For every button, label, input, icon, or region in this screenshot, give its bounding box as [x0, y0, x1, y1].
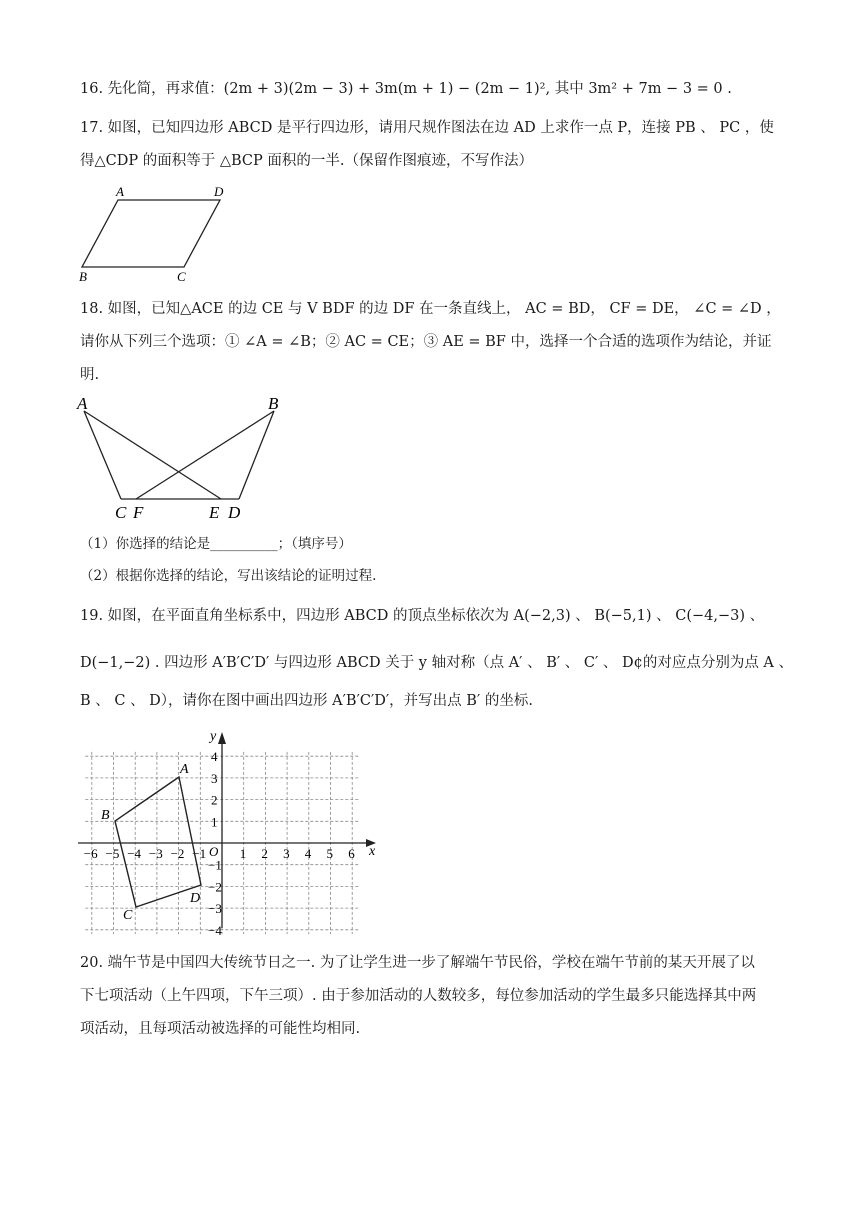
point-label-c: C [123, 908, 133, 923]
x-tick-label: −4 [127, 846, 142, 861]
parallelogram-abcd [82, 200, 220, 267]
y-tick-label: −3 [208, 901, 222, 917]
label-b: B [79, 269, 87, 284]
x-tick-label: −3 [148, 846, 163, 861]
y-axis-arrow [218, 732, 226, 744]
label-d: D [214, 184, 224, 199]
q18-sub2: （2）根据你选择的结论，写出该结论的证明过程. [80, 568, 377, 584]
y-tick-label: 2 [211, 792, 218, 808]
label-c: C [115, 503, 127, 522]
label-d: D [228, 503, 241, 522]
q18-text-line2: 请你从下列三个选项：① ∠A = ∠B；② AC = CE；③ AE = BF 中，选择一个合适的选项作为结论，并证 [80, 334, 772, 350]
y-tick-label: 4 [211, 749, 218, 765]
label-c: C [177, 269, 186, 284]
x-tick-label: −1 [192, 846, 207, 861]
q18-text-line3: 明. [80, 367, 100, 383]
x-tick-label: 6 [348, 846, 355, 861]
point-label-d: D [190, 891, 201, 906]
x-tick-label: −5 [105, 846, 120, 861]
point-label-a: A [180, 762, 189, 777]
q17-parallelogram-figure [74, 180, 234, 284]
x-axis-label: x [369, 844, 376, 859]
label-b: B [268, 394, 279, 413]
q20-text-line2: 下七项活动（上午四项，下午三项）. 由于参加活动的人数较多，每位参加活动的学生最多只能选择其中两 [80, 988, 757, 1004]
y-tick-label: −4 [208, 922, 222, 936]
x-tick-label: 4 [304, 846, 312, 861]
x-tick-label: 2 [261, 846, 268, 861]
y-tick-label: −1 [208, 857, 222, 873]
q16-text: 16. 先化简，再求值：(2m + 3)(2m − 3) + 3m(m + 1) − (2m − 1)², 其中 3m² + 7m − 3 = 0 . [80, 81, 732, 97]
x-tick-label: −6 [83, 846, 98, 861]
q18-text-line1: 18. 如图，已知△ACE 的边 CE 与 V BDF 的边 DF 在一条直线上， AC = BD， CF = DE， ∠C = ∠D ， [80, 301, 781, 317]
x-tick-label: 3 [283, 846, 290, 861]
q20-text-line3: 项活动，且每项活动被选择的可能性均相同. [80, 1021, 361, 1037]
y-tick-label: 1 [211, 814, 218, 830]
q19-coordinate-grid [74, 726, 384, 936]
label-a: A [77, 394, 88, 413]
x-tick-label: −2 [170, 846, 185, 861]
origin-label: O [209, 844, 219, 859]
y-tick-label: −2 [208, 879, 222, 895]
x-tick-label: 1 [239, 846, 247, 861]
x-tick-label: 5 [326, 846, 333, 861]
y-tick-label: 3 [211, 770, 218, 786]
q20-text-line1: 20. 端午节是中国四大传统节日之一. 为了让学生进一步了解端午节民俗，学校在端午节前的某天开展了以 [80, 955, 755, 971]
label-e: E [209, 503, 220, 522]
label-f: F [133, 503, 144, 522]
label-a: A [116, 184, 124, 199]
y-axis-label: y [210, 729, 217, 744]
q17-text-line2: 得△CDP 的面积等于 △BCP 面积的一半.（保留作图痕迹，不写作法） [80, 153, 533, 169]
q19-text-line1: 19. 如图，在平面直角坐标系中，四边形 ABCD 的顶点坐标依次为 A(−2,3) 、 B(−5,1) 、 C(−4,−3) 、 [80, 608, 765, 624]
q19-text-line3: B 、 C 、 D），请你在图中画出四边形 A′B′C′D′，并写出点 B′ 的坐标. [80, 693, 533, 709]
q19-text-line2: D(−1,−2) . 四边形 A′B′C′D′ 与四边形 ABCD 关于 y 轴对称（点 A′ 、 B′ 、 C′ 、 D¢的对应点分别为点 A 、 [80, 655, 794, 671]
q17-text-line1: 17. 如图，已知四边形 ABCD 是平行四边形，请用尺规作图法在边 AD 上求作一点 P，连接 PB 、 PC ，使 [80, 120, 774, 136]
q18-sub1: （1）你选择的结论是__________；（填序号） [80, 536, 352, 552]
point-label-b: B [101, 808, 110, 823]
q18-triangles-figure [76, 392, 296, 524]
quadrilateral-abcd [115, 777, 201, 907]
